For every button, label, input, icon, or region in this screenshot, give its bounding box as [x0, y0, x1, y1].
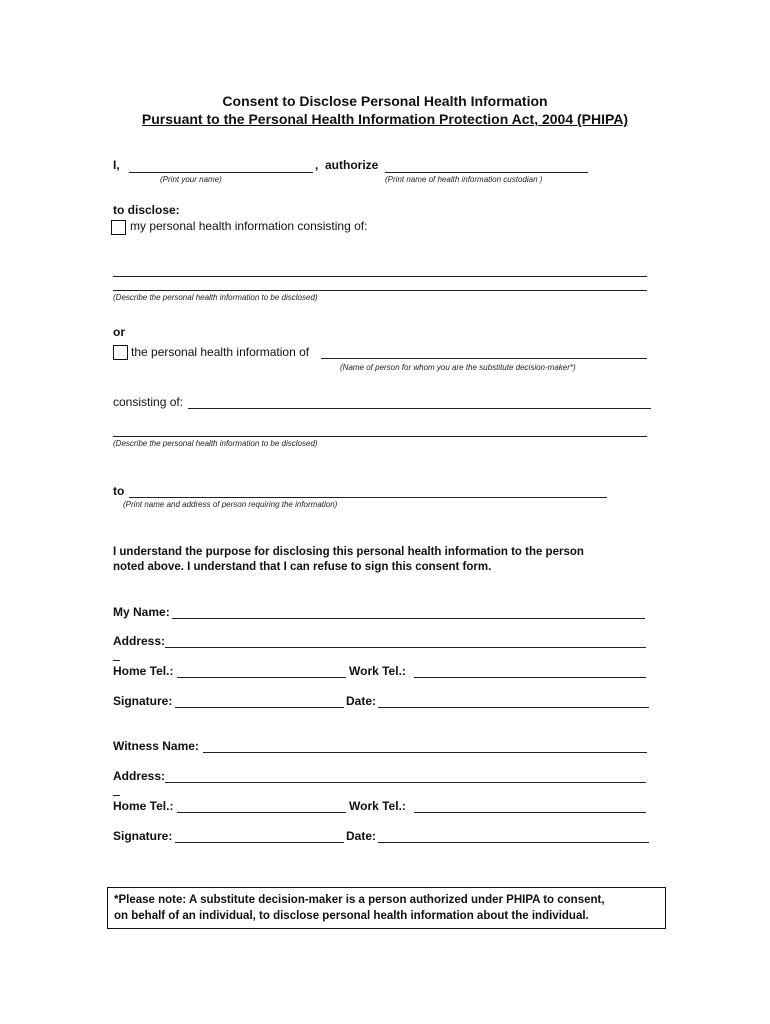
understanding-line-2: noted above. I understand that I can refuse to sign this consent form. [113, 561, 492, 573]
my-name-label: My Name: [113, 605, 170, 619]
witness-name-field[interactable] [203, 752, 647, 753]
note-line-1: *Please note: A substitute decision-maker is a person authorized under PHIPA to consent, [114, 894, 605, 906]
to-disclose-heading: to disclose: [113, 203, 180, 217]
my-work-tel-label: Work Tel.: [349, 664, 406, 678]
authorize-prefix: I, [113, 158, 120, 172]
note-line-2: on behalf of an individual, to disclose personal health information about the individual. [114, 910, 589, 922]
my-address-field[interactable] [165, 647, 646, 648]
authorize-comma: , [315, 158, 319, 172]
recipient-field[interactable] [129, 497, 607, 498]
witness-address-field[interactable] [165, 782, 646, 783]
witness-date-field[interactable] [378, 842, 649, 843]
my-address-label: Address: [113, 634, 166, 648]
my-home-tel-field[interactable] [177, 677, 346, 678]
witness-signature-field[interactable] [175, 842, 344, 843]
other-person-checkbox[interactable] [113, 345, 128, 360]
my-date-field[interactable] [378, 707, 649, 708]
own-info-description-line-1[interactable] [113, 276, 647, 277]
own-describe-hint: (Describe the personal health information to be disclosed) [113, 293, 318, 302]
witness-home-tel-label: Home Tel.: [113, 799, 174, 813]
my-address-continuation [113, 660, 120, 661]
to-label: to [113, 484, 125, 498]
witness-address-label: Address: [113, 769, 166, 783]
witness-home-tel-field[interactable] [177, 812, 346, 813]
consisting-of-label: consisting of: [113, 395, 184, 409]
understanding-line-1: I understand the purpose for disclosing this personal health information to the person [113, 546, 584, 558]
witness-name-label: Witness Name: [113, 739, 199, 753]
form-subtitle: Pursuant to the Personal Health Information Protection Act, 2004 (PHIPA) [141, 111, 629, 127]
witness-address-continuation [113, 795, 120, 796]
my-home-tel-label: Home Tel.: [113, 664, 174, 678]
my-name-field[interactable] [172, 618, 645, 619]
other-person-label: the personal health information of [131, 345, 310, 359]
recipient-hint: (Print name and address of person requiring the information) [123, 500, 338, 509]
authorize-label: authorize [325, 158, 379, 172]
print-name-hint: (Print your name) [160, 175, 222, 184]
my-date-label: Date: [346, 694, 377, 708]
witness-work-tel-label: Work Tel.: [349, 799, 406, 813]
my-signature-label: Signature: [113, 694, 173, 708]
my-work-tel-field[interactable] [414, 677, 646, 678]
custodian-name-field[interactable] [385, 172, 588, 173]
form-title: Consent to Disclose Personal Health Information [222, 93, 548, 109]
other-info-description-line-1[interactable] [188, 408, 651, 409]
substitute-hint: (Name of person for whom you are the substitute decision-maker*) [340, 363, 576, 372]
own-info-checkbox[interactable] [111, 220, 126, 235]
witness-work-tel-field[interactable] [414, 812, 646, 813]
or-label: or [113, 325, 125, 339]
other-describe-hint: (Describe the personal health information to be disclosed) [113, 439, 318, 448]
other-person-name-field[interactable] [321, 358, 647, 359]
print-your-name-field[interactable] [129, 172, 313, 173]
witness-signature-label: Signature: [113, 829, 173, 843]
own-info-label: my personal health information consisting of: [130, 219, 368, 233]
own-info-description-line-2[interactable] [113, 290, 647, 291]
my-signature-field[interactable] [175, 707, 344, 708]
witness-date-label: Date: [346, 829, 377, 843]
substitute-decision-maker-note [107, 887, 666, 929]
custodian-hint: (Print name of health information custodian ) [385, 175, 543, 184]
other-info-description-line-2[interactable] [113, 436, 647, 437]
